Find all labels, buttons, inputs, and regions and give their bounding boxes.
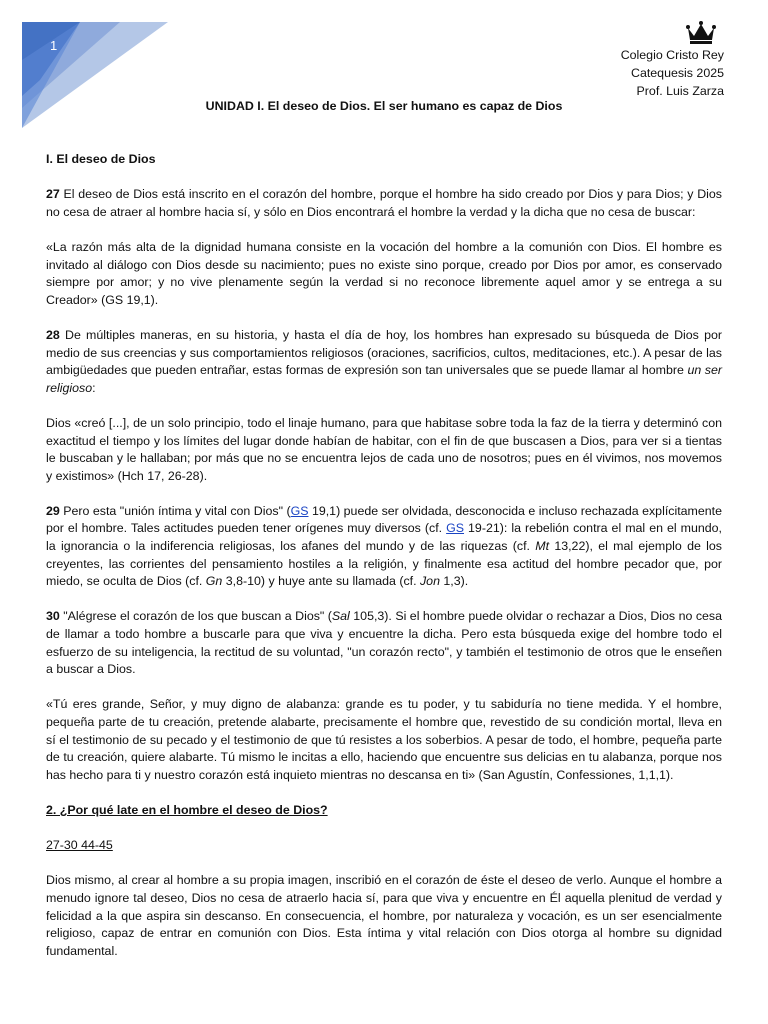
quote-hch: Dios «creó [...], de un solo principio, todo el linaje humano, para que habitase sobre toda la faz de la tierra y determinó con exactitud el tiempo y los límites del lugar donde habían de habitar, con el fin de que buscasen a Dios, para ver si a tientas le buscaban y le hallaban; por más que no se encuentra lejos de cada uno de nosotros; pues en él vivimos, nos movemos y existimos» (Hch 17, 26-28). bbox=[46, 415, 722, 483]
paragraph-text: 19,1) puede ser olvidada, desconocida e incluso rechazada explícitamente por el hombre. Tales actitudes pueden tener orígenes muy diversos (cf. bbox=[46, 503, 722, 536]
quote-agustin: «Tú eres grande, Señor, y muy digno de alabanza: grande es tu poder, y tu sabiduría no tiene medida. Y el hombre, pequeña parte de tu creación, pretende alabarte, precisamente el hombre que, revestido de su condición mortal, lleva en sí el testimonio de su pecado y el testimonio de que tú resistes a los soberbios. A pesar de todo, el hombre, pequeña parte de tu creación, quiere alabarte. Tú mismo le incitas a ello, haciendo que encuentre sus delicias en tu alabanza, porque nos has hecho para ti y nuestro corazón está inquieto mientras no descansa en ti» (San Agustín, Confessiones, 1,1,1). bbox=[46, 697, 722, 782]
paragraph-27 bbox=[46, 186, 722, 221]
paragraph-29 bbox=[46, 503, 722, 591]
paragraph-number: 28 bbox=[46, 327, 60, 342]
teacher-name: Prof. Luis Zarza bbox=[636, 84, 724, 98]
section2-refs: 27-30 44-45 bbox=[46, 838, 113, 853]
section1-title: I. El deseo de Dios bbox=[46, 152, 156, 166]
corner-decoration bbox=[0, 0, 200, 140]
book-ref: Jon bbox=[419, 574, 440, 589]
book-ref: Gn bbox=[205, 574, 223, 589]
paragraph-30 bbox=[46, 608, 722, 678]
document-header bbox=[621, 46, 724, 100]
paragraph-text: 3,8-10) y huye ante su llamada (cf. bbox=[222, 574, 420, 589]
paragraph-text: 105,3). Si el hombre puede olvidar o rechazar a Dios, Dios no cesa de llamar a todo hombre a buscarle para que viva y encuentre la dicha. Pero esta búsqueda exige del hombre todo el esfuerzo de su inteligencia, la rectitud de su voluntad, "un corazón recto", y también el testimonio de otros que le enseñen a buscar a Dios. bbox=[46, 609, 723, 677]
paragraph-text: Pero esta "unión íntima y vital con Dios" ( bbox=[59, 503, 291, 518]
paragraph-28 bbox=[46, 327, 722, 397]
school-name: Colegio Cristo Rey bbox=[620, 48, 724, 62]
paragraph-text: De múltiples maneras, en su historia, y hasta el día de hoy, los hombres han expresado su búsqueda de Dios por medio de sus creencias y sus comportamientos religiosos (oraciones, sacrificios, cultos, meditaciones, etc.). A pesar de las ambigüedades que pueden entrañar, estas formas de expresión son tan universales que se puede llamar al hombre bbox=[46, 327, 722, 378]
paragraph-text: 1,3). bbox=[439, 574, 469, 589]
book-ref: Mt bbox=[535, 539, 550, 554]
crown-logo-icon bbox=[686, 20, 716, 46]
document-body bbox=[46, 151, 722, 978]
gs-link[interactable]: GS bbox=[446, 521, 465, 536]
paragraph-number: 29 bbox=[46, 503, 60, 518]
paragraph-text: 19-21): la rebelión contra el mal en el mundo, la ignorancia o la indiferencia religiosas, los afanes del mundo y de las riquezas (cf. bbox=[46, 521, 722, 554]
italic-phrase: un ser religioso bbox=[46, 363, 723, 395]
gs-link[interactable]: GS bbox=[290, 503, 309, 518]
book-ref: Sal bbox=[331, 609, 350, 624]
course-name: Catequesis 2025 bbox=[631, 66, 724, 80]
paragraph-end: : bbox=[92, 380, 96, 395]
section2-title: 2. ¿Por qué late en el hombre el deseo de Dios? bbox=[46, 802, 328, 817]
section2-text: Dios mismo, al crear al hombre a su propia imagen, inscribió en el corazón de éste el deseo de verlo. Aunque el hombre a menudo ignore tal deseo, Dios no cesa de atraerlo hacia sí, para que viva y encuentre en Él aquella plenitud de verdad y felicidad a la que aspira sin descanso. En consecuencia, el hombre, por naturaleza y vocación, es un ser esencialmente religioso, capaz de entrar en comunión con Dios. Esta íntima y vital relación con Dios otorga al hombre su dignidad fundamental. bbox=[46, 873, 722, 958]
paragraph-text: El deseo de Dios está inscrito en el corazón del hombre, porque el hombre ha sido creado por Dios y para Dios; y Dios no cesa de atraer al hombre hacia sí, y sólo en Dios encontrará el hombre la verdad y la dicha que no cesa de buscar: bbox=[46, 187, 722, 219]
quote-gs: «La razón más alta de la dignidad humana consiste en la vocación del hombre a la comunión con Dios. El hombre es invitado al diálogo con Dios desde su nacimiento; pues no existe sino porque, creado por Dios por amor, es conservado siempre por amor; y no vive plenamente según la verdad si no reconoce libremente aquel amor y se entrega a su Creador» (GS 19,1). bbox=[46, 239, 722, 307]
paragraph-number: 30 bbox=[46, 609, 60, 624]
paragraph-text: 13,22), el mal ejemplo de los creyentes, las corrientes del pensamiento hostiles a la religión, y finalmente esa actitud del hombre pecador que, por miedo, se oculta de Dios (cf. bbox=[46, 539, 723, 589]
page-number: 1 bbox=[50, 38, 58, 53]
paragraph-text: "Alégrese el corazón de los que buscan a Dios" ( bbox=[59, 609, 332, 624]
paragraph-number: 27 bbox=[46, 187, 60, 202]
unit-title: UNIDAD I. El deseo de Dios. El ser humano es capaz de Dios bbox=[205, 99, 563, 113]
